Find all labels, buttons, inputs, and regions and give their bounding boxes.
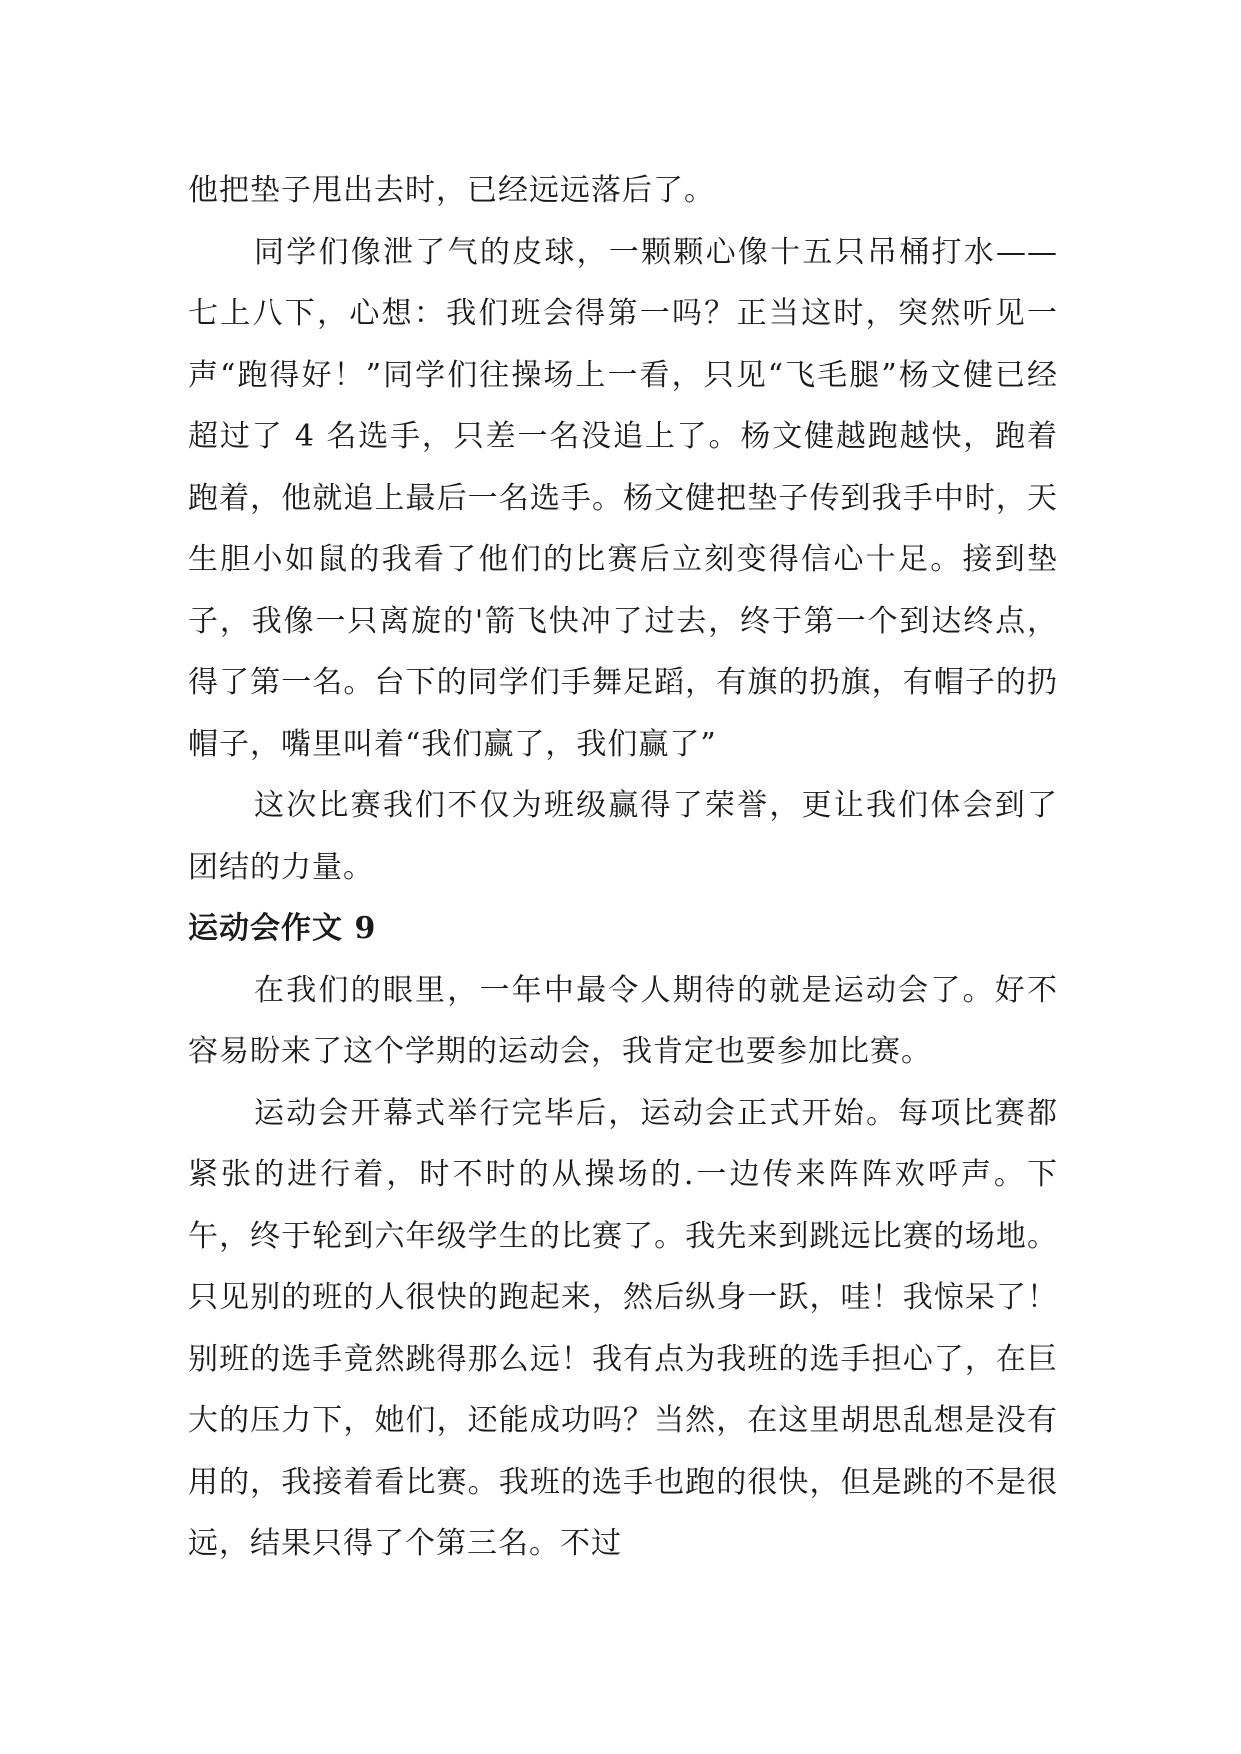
paragraph-4: 在我们的眼里，一年中最令人期待的就是运动会了。好不容易盼来了这个学期的运动会，我肯定也要参加比赛。 bbox=[188, 972, 1058, 1069]
section-heading: 运动会作文 9 bbox=[188, 911, 377, 946]
paragraph-3: 这次比赛我们不仅为班级赢得了荣誉，更让我们体会到了团结的力量。 bbox=[188, 788, 1058, 885]
paragraph-2: 同学们像泄了气的皮球，一颗颗心像十五只吊桶打水——七上八下，心想：我们班会得第一吗？正当这时，突然听见一声“跑得好！”同学们往操场上一看，只见“飞毛腿”杨文健已经超过了 4 名选手，只差一名没追上了。杨文健越跑越快，跑着跑着，他就追上最后一名选手。杨文健把垫子传到我手中时，天生胆小如鼠的我看了他们的比赛后立刻变得信心十足。接到垫子，我像一只离旋的'箭飞快冲了过去，终于第一个到达终点，得了第一名。台下的同学们手舞足蹈，有旗的扔旗，有帽子的扔帽子，嘴里叫着“我们赢了，我们赢了” bbox=[188, 234, 1058, 762]
paragraph-5: 运动会开幕式举行完毕后，运动会正式开始。每项比赛都紧张的进行着，时不时的从操场的.一边传来阵阵欢呼声。下午，终于轮到六年级学生的比赛了。我先来到跳远比赛的场地。只见别的班的人很快的跑起来，然后纵身一跃，哇！我惊呆了！别班的选手竟然跳得那么远！我有点为我班的选手担心了，在巨大的压力下，她们，还能成功吗？当然，在这里胡思乱想是没有用的，我接着看比赛。我班的选手也跑的很快，但是跳的不是很远，结果只得了个第三名。不过 bbox=[188, 1095, 1058, 1561]
paragraph-1: 他把垫子甩出去时，已经远远落后了。 bbox=[188, 173, 715, 208]
document-body bbox=[188, 160, 1058, 1575]
